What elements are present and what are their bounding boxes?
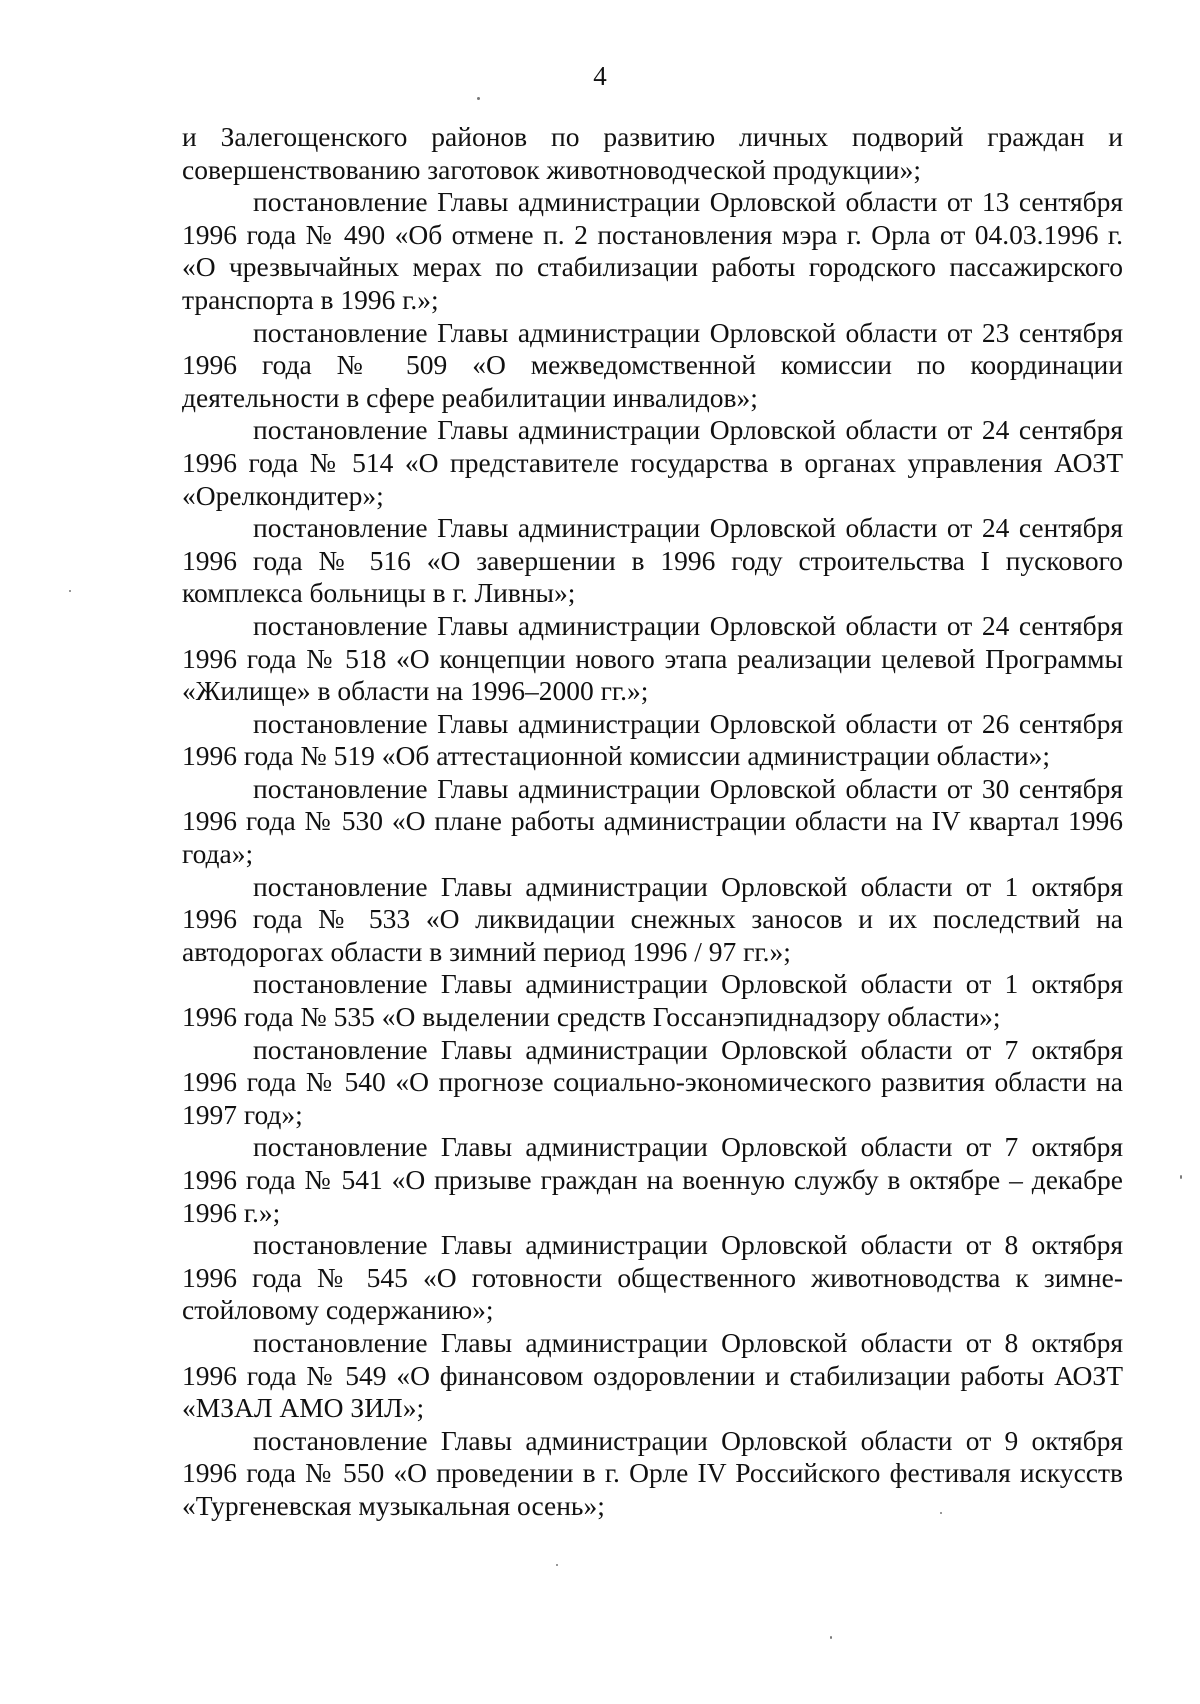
paragraph-resolution-540: постановление Главы администрации Орловской области от 7 октября 1996 года № 540 «О прогнозе социально-экономического развития области на 1997 год»;	[182, 1033, 1123, 1130]
paragraph-continuation: и Залегощенского районов по развитию личных подворий граждан и совершенствованию заготовок животноводческой продукции»;	[182, 121, 1123, 185]
paragraph-resolution-509: постановление Главы администрации Орловской области от 23 сентября 1996 года № 509 «О межведомственной комиссии по координации деятельности в сфере реабилитации инвалидов»;	[182, 316, 1123, 413]
paragraph-resolution-516: постановление Главы администрации Орловской области от 24 сентября 1996 года № 516 «О завершении в 1996 году строительства I пускового комплекса больницы в г. Ливны»;	[182, 512, 1123, 609]
scan-speck	[940, 1512, 942, 1514]
paragraph-resolution-541: постановление Главы администрации Орловской области от 7 октября 1996 года № 541 «О призыве граждан на военную службу в октябре – декабре 1996 г.»;	[182, 1131, 1123, 1228]
paragraph-resolution-514: постановление Главы администрации Орловской области от 24 сентября 1996 года № 514 «О представителе государства в органах управления АОЗТ «Орелкондитер»;	[182, 414, 1123, 511]
paragraph-resolution-533: постановление Главы администрации Орловской области от 1 октября 1996 года № 533 «О ликвидации снежных заносов и их последствий на автодорогах области в зимний период 1996 / 97 гг.»;	[182, 870, 1123, 967]
document-body	[182, 121, 1123, 1523]
paragraph-resolution-549: постановление Главы администрации Орловской области от 8 октября 1996 года № 549 «О финансовом оздоровлении и стабилизации работы АОЗТ «МЗАЛ АМО ЗИЛ»;	[182, 1326, 1123, 1424]
paragraph-resolution-518: постановление Главы администрации Орловской области от 24 сентября 1996 года № 518 «О концепции нового этапа реализации целевой Программы «Жилище» в области на 1996–2000 гг.»;	[182, 609, 1123, 707]
scan-speck	[830, 1636, 832, 1639]
scan-speck	[69, 590, 71, 592]
paragraph-resolution-545: постановление Главы администрации Орловской области от 8 октября 1996 года № 545 «О готовности общественного животноводства к зимне-стойловому содержанию»;	[182, 1229, 1123, 1326]
paragraph-resolution-490: постановление Главы администрации Орловской области от 13 сентября 1996 года № 490 «Об отмене п. 2 постановления мэра г. Орла от 04.03.1996 г. «О чрезвычайных мерах по стабилизации работы городского пассажирского транспорта в 1996 г.»;	[182, 186, 1123, 315]
paragraph-resolution-530: постановление Главы администрации Орловской области от 30 сентября 1996 года № 530 «О плане работы администрации области на IV квартал 1996 года»;	[182, 772, 1123, 870]
scan-speck	[477, 97, 480, 100]
paragraph-resolution-535: постановление Главы администрации Орловской области от 1 октября 1996 года № 535 «О выделении средств Госсанэпиднадзору области»;	[182, 968, 1123, 1033]
scan-speck	[1180, 1175, 1182, 1179]
scan-speck	[556, 1564, 558, 1566]
paragraph-resolution-550: постановление Главы администрации Орловской области от 9 октября 1996 года № 550 «О проведении в г. Орле IV Российского фестиваля искусств «Тургеневская музыкальная осень»;	[182, 1424, 1123, 1521]
page-number: 4	[593, 61, 607, 91]
paragraph-resolution-519: постановление Главы администрации Орловской области от 26 сентября 1996 года № 519 «Об аттестационной комиссии администрации области»;	[182, 707, 1123, 772]
